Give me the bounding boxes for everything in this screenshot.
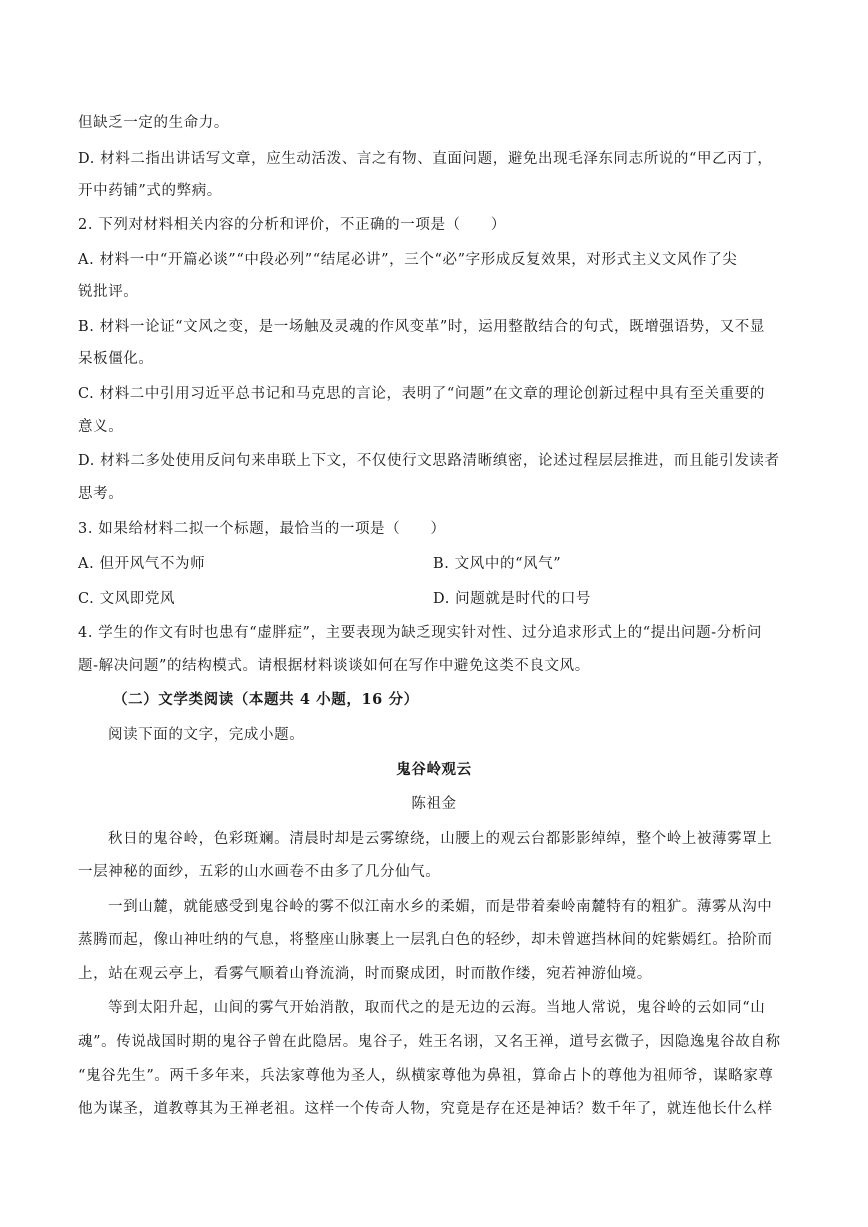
article-title: 鬼谷岭观云 — [396, 761, 472, 778]
text-line: 锐批评。 — [78, 284, 139, 300]
instruction: 阅读下面的文字，完成小题。 — [108, 727, 305, 743]
author: 陈祖金 — [411, 796, 457, 812]
paragraph-line: 他为谋圣，道教尊其为王禅老祖。这样一个传奇人物，究竟是存在还是神话？数千年了，就连他长什么样 — [78, 1101, 773, 1117]
option-a-q2: A. 材料一中“开篇必谈”“中段必列”“结尾必讲”，三个“必”字形成反复效果，对形式主义文风作了尖 — [78, 252, 738, 268]
option-c-q3: C. 文风即党风 — [78, 591, 176, 607]
paragraph-line: 一到山麓，就能感受到鬼谷岭的雾不似江南水乡的柔媚，而是带着秦岭南麓特有的粗犷。薄雾从沟中 — [108, 899, 773, 915]
paragraph-line: 蒸腾而起，像山神吐纳的气息，将整座山脉裹上一层乳白色的轻纱，却未曾遮挡林间的姹紫嫣红。拾阶而 — [78, 932, 773, 948]
question-4: 4. 学生的作文有时也患有“虚胖症”，主要表现为缺乏现实针对性、过分追求形式上的“提出问题-分析问 — [78, 625, 762, 641]
question-3: 3. 如果给材料二拟一个标题，最恰当的一项是（ ） — [78, 521, 446, 537]
option-a-q3: A. 但开风气不为师 — [78, 556, 206, 572]
text-line: 思考。 — [78, 486, 124, 502]
text-line: 但缺乏一定的生命力。 — [78, 115, 229, 131]
text-line: 题-解决问题”的结构模式。请根据材料谈谈如何在写作中避免这类不良文风。 — [78, 658, 590, 674]
option-d-q2: D. 材料二多处使用反问句来串联上下文，不仅使行文思路清晰缜密，论述过程层层推进，而且能引发读者 — [78, 453, 780, 469]
paragraph-line: 一层神秘的面纱，五彩的山水画卷不由多了几分仙气。 — [78, 864, 441, 880]
option-d-q1: D. 材料二指出讲话写文章，应生动活泼、言之有物、直面问题，避免出现毛泽东同志所说的“甲乙丙丁， — [78, 151, 773, 167]
option-b-q2: B. 材料一论证“文风之变，是一场触及灵魂的作风变革”时，运用整散结合的句式，既增强语势，又不显 — [78, 319, 765, 335]
option-c-q2: C. 材料二中引用习近平总书记和马克思的言论，表明了“问题”在文章的理论创新过程中具有至关重要的 — [78, 386, 765, 402]
paragraph-line: 等到太阳升起，山间的雾气开始消散，取而代之的是无边的云海。当地人常说，鬼谷岭的云如同“山 — [108, 1000, 766, 1016]
question-2: 2. 下列对材料相关内容的分析和评价，不正确的一项是（ ） — [78, 217, 506, 233]
paragraph-line: 上，站在观云亭上，看雾气顺着山脊流淌，时而聚成团，时而散作缕，宛若神游仙境。 — [78, 966, 652, 982]
paragraph-line: “鬼谷先生”。两千多年来，兵法家尊他为圣人，纵横家尊他为鼻祖，算命占卜的尊他为祖师爷，谋略家尊 — [78, 1068, 774, 1084]
paragraph-line: 魂”。传说战国时期的鬼谷子曾在此隐居。鬼谷子，姓王名诩，又名王禅，道号玄微子，因隐逸鬼谷故自称 — [78, 1034, 781, 1050]
text-line: 开中药铺”式的弊病。 — [78, 183, 222, 199]
section-heading: （二）文学类阅读（本题共 4 小题，16 分） — [113, 691, 419, 708]
option-d-q3: D. 问题就是时代的口号 — [433, 591, 592, 607]
text-line: 呆板僵化。 — [78, 351, 154, 367]
text-line: 意义。 — [78, 419, 124, 435]
option-b-q3: B. 文风中的“风气” — [433, 556, 562, 572]
paragraph-line: 秋日的鬼谷岭，色彩斑斓。清晨时却是云雾缭绕，山腰上的观云台都影影绰绰，整个岭上被薄雾罩上 — [108, 831, 773, 847]
